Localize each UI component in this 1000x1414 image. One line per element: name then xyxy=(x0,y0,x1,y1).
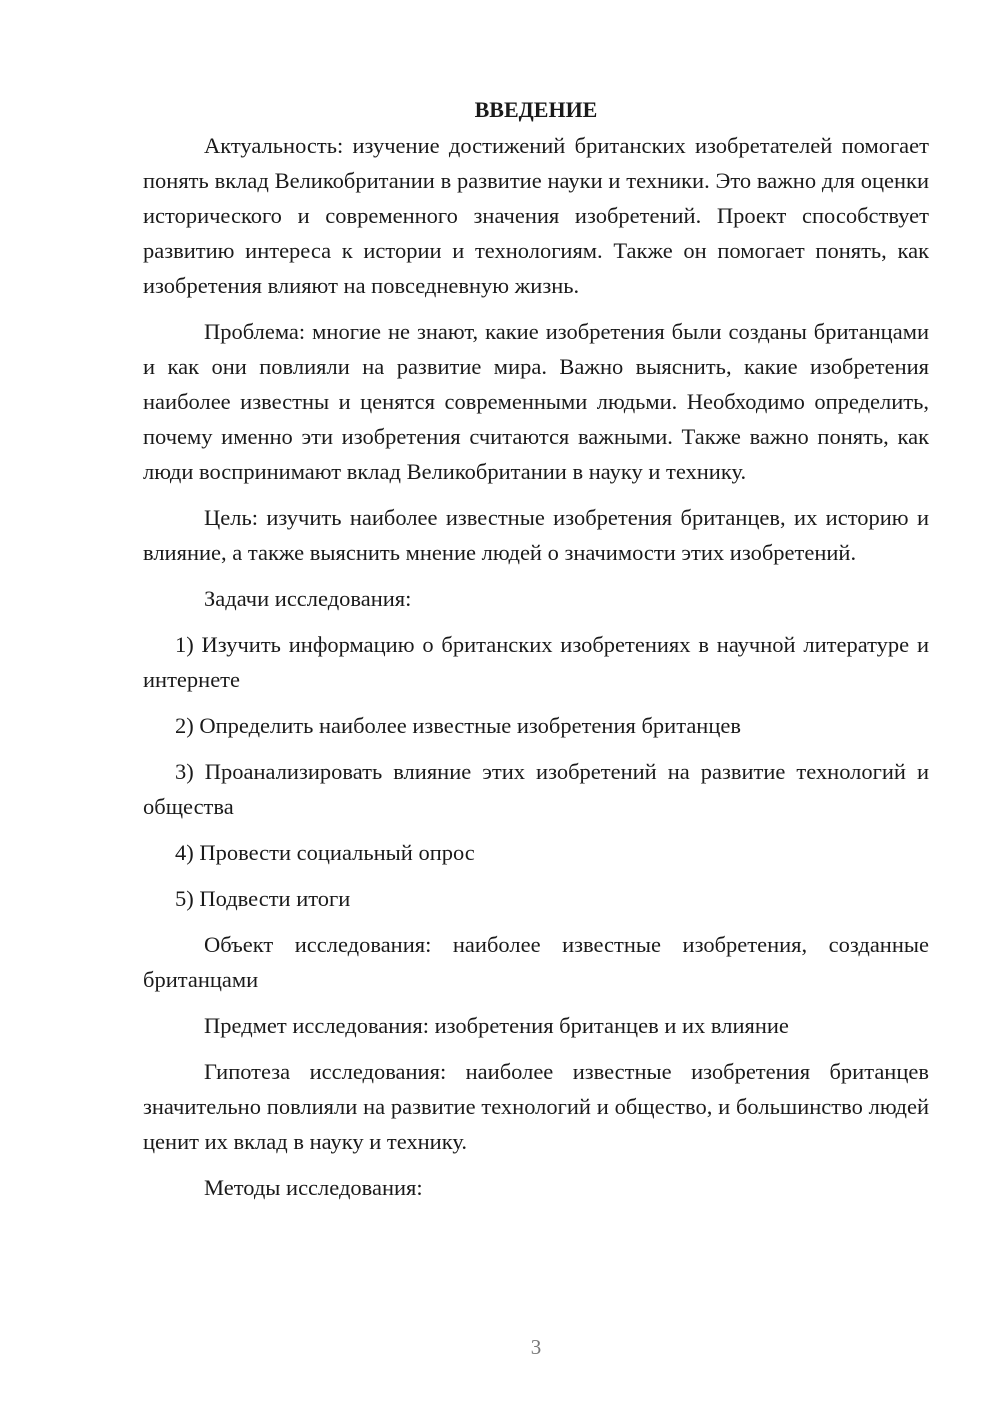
task-item-2: 2) Определить наиболее известные изобретения британцев xyxy=(175,713,742,738)
task-item-4: 4) Провести социальный опрос xyxy=(175,840,475,865)
section-title: ВВЕДЕНИЕ xyxy=(474,97,598,122)
page-content xyxy=(143,93,929,1216)
task-item-3: 3) Проанализировать влияние этих изобретений на развитие технологий и общества xyxy=(143,759,929,819)
paragraph-goal: Цель: изучить наиболее известные изобретения британцев, их историю и влияние, а также выяснить мнение людей о значимости этих изобретений. xyxy=(143,505,929,565)
paragraph-relevance: Актуальность: изучение достижений британских изобретателей помогает понять вклад Великобритании в развитие науки и техники. Это важно для оценки исторического и современного значения изобретений. Проект способствует развитию интереса к истории и технологиям. Также он помогает понять, как изобретения влияют на повседневную жизнь. xyxy=(143,133,929,298)
paragraph-subject: Предмет исследования: изобретения британцев и их влияние xyxy=(204,1013,789,1038)
task-item-5: 5) Подвести итоги xyxy=(175,886,351,911)
paragraph-problem: Проблема: многие не знают, какие изобретения были созданы британцами и как они повлияли на развитие мира. Важно выяснить, какие изобретения наиболее известны и ценятся современными людьми. Необходимо определить, почему именно эти изобретения считаются важными. Также важно понять, как люди воспринимают вклад Великобритании в науку и технику. xyxy=(143,319,929,484)
paragraph-tasks-heading: Задачи исследования: xyxy=(204,586,412,611)
paragraph-hypothesis: Гипотеза исследования: наиболее известные изобретения британцев значительно повлияли на развитие технологий и общество, и большинство людей ценит их вклад в науку и технику. xyxy=(143,1059,929,1154)
paragraph-object: Объект исследования: наиболее известные изобретения, созданные британцами xyxy=(143,932,929,992)
page-number: 3 xyxy=(530,1335,542,1359)
paragraph-methods: Методы исследования: xyxy=(204,1175,423,1200)
task-item-1: 1) Изучить информацию о британских изобретениях в научной литературе и интернете xyxy=(143,632,929,692)
